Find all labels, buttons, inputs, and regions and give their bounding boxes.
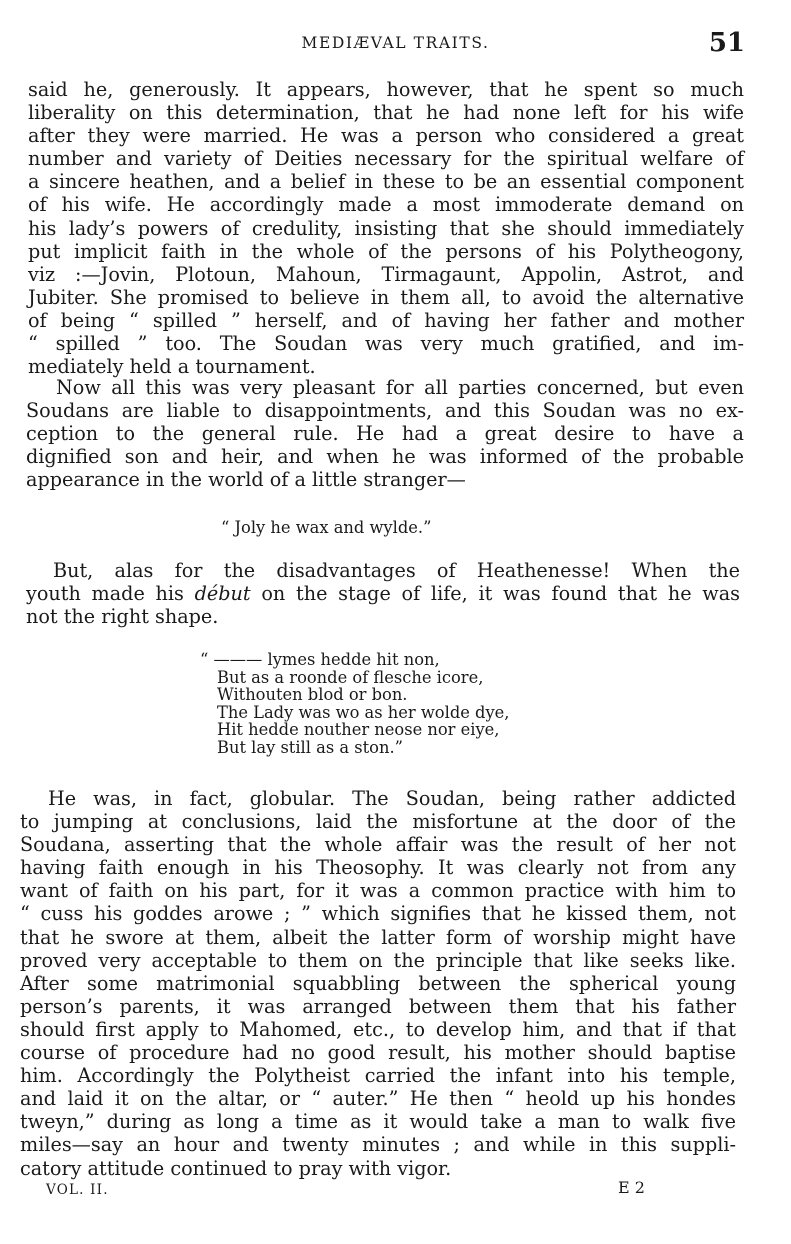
text-line: want of faith on his part, for it was a common practice with him to	[20, 879, 736, 903]
text-line: and laid it on the altar, or “ auter.” He then “ heold up his hondes	[20, 1087, 736, 1111]
text-line: not the right shape.	[26, 605, 219, 629]
text-line: mediately held a tournament.	[28, 355, 316, 379]
text-line: person’s parents, it was arranged between them that his father	[20, 994, 736, 1018]
text-line: his lady’s powers of credulity, insisting that she should immediately	[28, 216, 744, 240]
text-line: catory attitude continued to pray with vigor.	[20, 1156, 452, 1180]
text-line: after they were married. He was a person who considered a great	[28, 124, 744, 148]
text-line: put implicit faith in the whole of the persons of his Polytheogony,	[28, 239, 744, 263]
text-line: number and variety of Deities necessary for the spiritual welfare of	[28, 147, 744, 171]
text-line: said he, generously. It appears, however, that he spent so much	[28, 78, 744, 101]
text-line: Soudans are liable to disappointments, and this Soudan was no ex-	[26, 399, 744, 423]
text-line: “ cuss his goddes arowe ; ” which signifies that he kissed them, not	[20, 902, 736, 926]
verse-quote	[200, 651, 509, 756]
paragraph-2	[26, 376, 744, 491]
text-line: appearance in the world of a little stranger—	[26, 468, 466, 492]
text-line: having faith enough in his Theosophy. It was clearly not from any	[20, 856, 736, 880]
text-line: that he swore at them, albeit the latter form of worship might have	[20, 925, 736, 949]
text-line: to jumping at conclusions, laid the misfortune at the door of the	[20, 810, 736, 834]
text-line: Soudana, asserting that the whole affair was the result of her not	[20, 833, 736, 857]
text-line: viz :—Jovin, Plotoun, Mahoun, Tirmagaunt, Appolin, Astrot, and	[28, 262, 744, 286]
verse-line: Hit hedde nouther neose nor eiye,	[217, 720, 500, 739]
text-line: of his wife. He accordingly made a most immoderate demand on	[28, 193, 744, 217]
text-line: liberality on this determination, that he had none left for his wife	[28, 101, 744, 125]
text-line: Now all this was very pleasant for all parties concerned, but even	[56, 376, 744, 399]
text-line: ception to the general rule. He had a great desire to have a	[26, 422, 744, 446]
text-segment: youth made his	[26, 582, 195, 606]
verse-line: But lay still as a ston.”	[217, 737, 403, 757]
text-line: He was, in fact, globular. The Soudan, being rather addicted	[48, 787, 736, 810]
block-quote: “ Joly he wax and wylde.”	[221, 518, 432, 537]
running-header	[0, 30, 791, 60]
page-number: 51	[708, 28, 745, 58]
text-segment: on the stage of life, it was found that he was	[250, 582, 741, 606]
running-title: MEDIÆVAL TRAITS.	[301, 34, 490, 52]
text-line: should first apply to Mahomed, etc., to develop him, and that if that	[20, 1017, 736, 1041]
text-line: proved very acceptable to them on the principle that like seeks like.	[20, 948, 736, 972]
volume-footer: VOL. II.	[46, 1182, 109, 1198]
italic-word: début	[194, 582, 251, 606]
text-line: But, alas for the disadvantages of Heathenesse! When the	[53, 559, 740, 582]
verse-line: Withouten blod or bon.	[217, 685, 408, 704]
signature-mark: E 2	[618, 1178, 645, 1197]
text-line: miles—say an hour and twenty minutes ; and while in this suppli-	[20, 1133, 736, 1157]
text-line	[26, 582, 740, 605]
verse-line: The Lady was wo as her wolde dye,	[217, 702, 510, 722]
text-line: a sincere heathen, and a belief in these to be an essential component	[28, 170, 744, 194]
text-line: him. Accordingly the Polytheist carried the infant into his temple,	[20, 1064, 736, 1088]
text-line: course of procedure had no good result, his mother should baptise	[20, 1041, 736, 1065]
text-line: of being “ spilled ” herself, and of having her father and mother	[28, 308, 744, 332]
text-line: After some matrimonial squabbling between the spherical young	[20, 971, 736, 995]
text-line: dignified son and heir, and when he was informed of the probable	[26, 445, 744, 469]
verse-line: “ ——— lymes hedde hit non,	[200, 650, 440, 669]
paragraph-1	[28, 78, 744, 378]
paragraph-3	[26, 559, 740, 628]
text-line: “ spilled ” too. The Soudan was very much gratified, and im-	[28, 332, 744, 356]
verse-line: But as a roonde of flesche icore,	[217, 667, 484, 687]
text-line: Jubiter. She promised to believe in them all, to avoid the alternative	[28, 285, 744, 309]
text-line: tweyn,” during as long a time as it would take a man to walk five	[20, 1110, 736, 1134]
paragraph-4	[20, 787, 736, 1180]
